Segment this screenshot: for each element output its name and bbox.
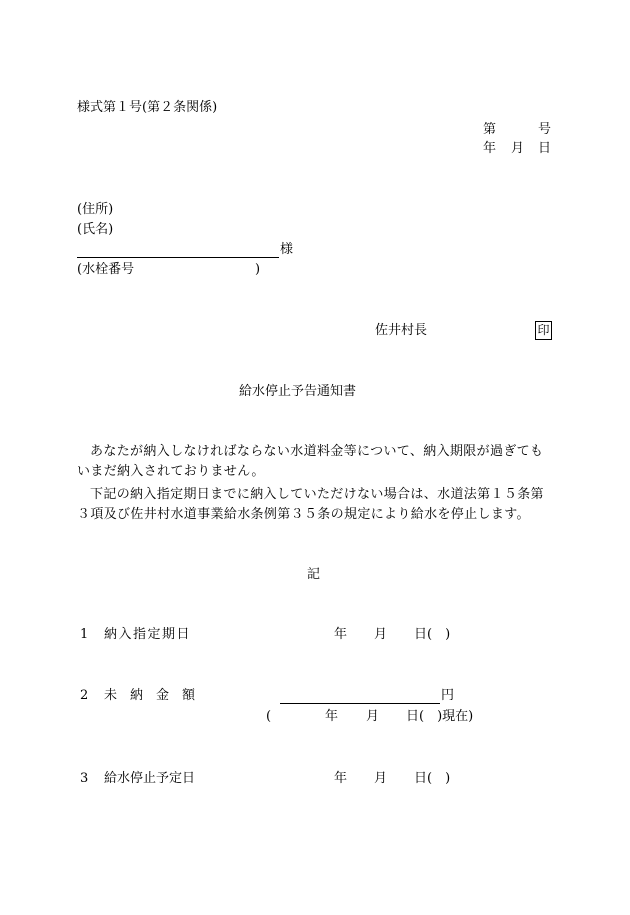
- item2-year: 年: [325, 709, 339, 724]
- doc-number-dai: 第: [483, 122, 497, 137]
- item1-year: 年: [334, 627, 348, 642]
- item1-label: 納入指定期日: [104, 627, 192, 642]
- item1-number: 1: [80, 627, 89, 642]
- doc-date-year: 年: [483, 141, 497, 156]
- document-title: 給水停止予告通知書: [239, 384, 357, 399]
- item3-label: 給水停止予定日: [104, 771, 196, 786]
- recipient-honorific: 様: [280, 242, 294, 257]
- item2-yen: 円: [441, 688, 455, 703]
- issuer-title: 佐井村長: [375, 323, 428, 338]
- body-paragraph2-line2: ３項及び佐井村水道事業給水条例第３５条の規定により給水を停止します。: [77, 507, 530, 522]
- form-label: 様式第１号(第２条関係): [77, 100, 218, 115]
- item2-day: 日( )現在): [406, 709, 474, 724]
- doc-date-month: 月: [511, 141, 525, 156]
- name-label: (氏名): [77, 222, 114, 237]
- item2-label: 未 納 金 額: [104, 688, 196, 703]
- body-paragraph2-line1: 下記の納入指定期日までに納入していただけない場合は、水道法第１５条第: [90, 487, 544, 502]
- item3-number: 3: [80, 771, 89, 786]
- item2-number: 2: [80, 688, 89, 703]
- item1-day: 日( ): [414, 627, 451, 642]
- doc-number-go: 号: [538, 122, 552, 137]
- item3-year: 年: [334, 771, 348, 786]
- item2-month: 月: [366, 709, 380, 724]
- doc-date-day: 日: [538, 141, 552, 156]
- item3-day: 日( ): [414, 771, 451, 786]
- body-paragraph1-line2: いまだ納入されておりません。: [77, 464, 265, 479]
- address-label: (住所): [77, 202, 114, 217]
- recipient-name-underline: [77, 257, 279, 258]
- meter-number-label: (水栓番号: [77, 262, 135, 277]
- item3-month: 月: [374, 771, 388, 786]
- item2-paren-open: (: [266, 709, 272, 724]
- item2-amount-underline: [280, 703, 440, 704]
- meter-number-close: ): [255, 262, 261, 277]
- item1-month: 月: [374, 627, 388, 642]
- seal-mark: 印: [535, 321, 552, 340]
- body-paragraph1-line1: あなたが納入しなければならない水道料金等について、納入期限が過ぎても: [90, 444, 544, 459]
- ki-heading: 記: [307, 567, 321, 582]
